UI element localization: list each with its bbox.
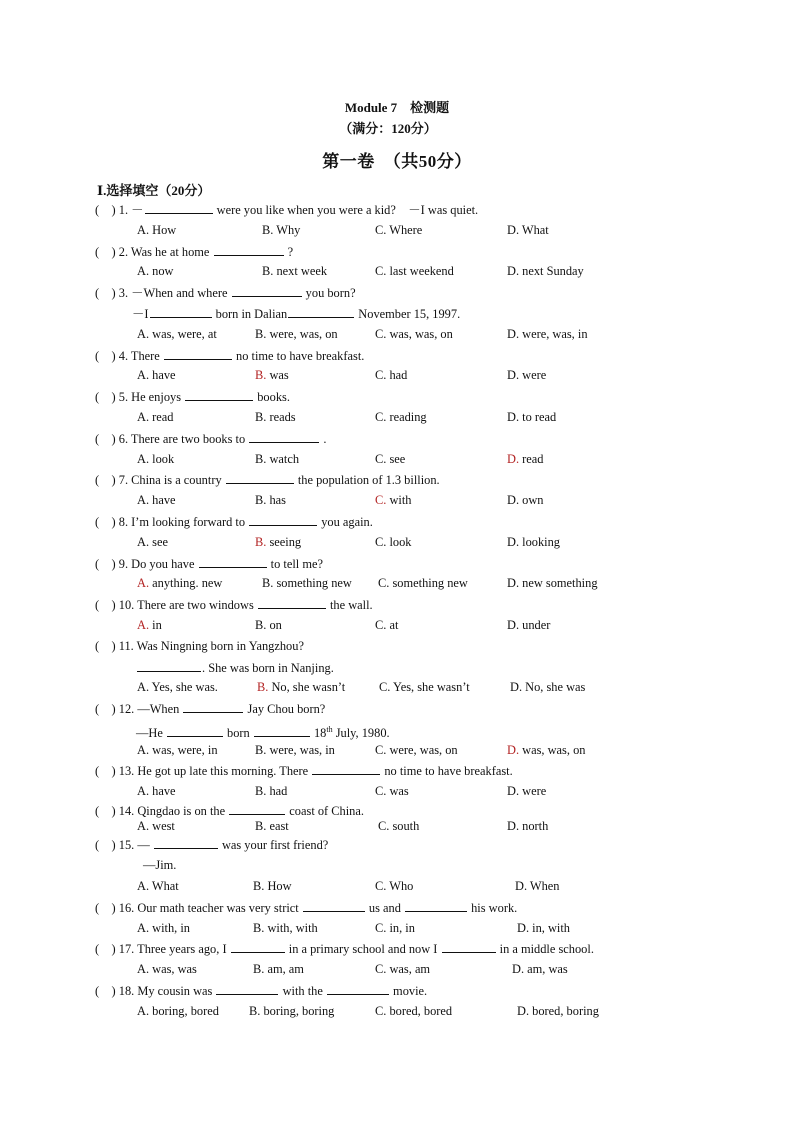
option-letter: A. [137,819,150,833]
option-letter: A. [137,921,150,935]
answer-blank[interactable] [327,983,389,995]
answer-option[interactable]: A. west [137,819,175,833]
answer-blank[interactable] [150,306,212,318]
answer-option[interactable]: B. How [253,879,292,893]
option-letter: C. [375,618,387,632]
answer-blank[interactable] [154,837,218,849]
option-letter: B. [255,410,267,424]
option-letter: B. [257,680,269,694]
answer-option[interactable]: D. was, was, on [507,743,586,757]
answer-blank[interactable] [183,701,243,713]
question-number: 13. [118,764,138,778]
option-letter: D. [507,784,520,798]
option-letter: D. [515,879,528,893]
option-letter: A. [137,680,150,694]
question-number: 6. [118,432,131,446]
answer-option[interactable]: A. boring, bored [137,1004,219,1018]
answer-option[interactable]: D. in, with [517,921,571,935]
option-letter: C. [375,264,387,278]
answer-blank[interactable] [216,983,278,995]
option-letter: D. [507,410,520,424]
answer-option[interactable]: B. seeing [255,535,302,549]
question-stem: ( ) 7. China is a country the population of 1.3 billion. [95,473,440,487]
option-letter: A. [137,410,150,424]
answer-option[interactable]: D. When [515,879,560,893]
question-number: 1. [118,203,132,217]
answer-option[interactable]: B. on [255,618,282,632]
answer-option[interactable]: A. Yes, she was. [137,680,218,694]
question-number: 18. [118,984,138,998]
option-letter: D. [507,576,520,590]
option-letter: B. [253,879,265,893]
option-letter: D. [507,452,520,466]
answer-option[interactable]: B. am, am [253,962,304,976]
option-letter: C. [375,223,387,237]
answer-option[interactable]: B. with, with [253,921,318,935]
answer-option[interactable]: A. look [137,452,175,466]
option-letter: A. [137,223,150,237]
question-number: 14. [118,804,138,818]
question-number: 8. [118,515,132,529]
option-letter: D. [517,921,530,935]
answer-option[interactable]: A. in [137,618,162,632]
option-letter: C. [375,410,387,424]
option-letter: A. [137,264,150,278]
option-letter: C. [375,962,387,976]
option-letter: B. [262,576,274,590]
question-stem: ( ) 11. Was Ningning born in Yangzhou? [95,639,304,653]
option-letter: D. [507,223,520,237]
answer-option[interactable]: A. have [137,493,176,507]
answer-option[interactable]: C. look [375,535,412,549]
answer-blank[interactable] [312,763,380,775]
question-stem: ( ) 13. He got up late this morning. There no time to have breakfast. [95,764,513,778]
answer-option[interactable]: C. see [375,452,406,466]
question-stem: ( ) 6. There are two books to . [95,432,327,446]
answer-option[interactable]: D. were [507,368,547,382]
option-letter: D. [507,535,520,549]
option-letter: B. [262,223,274,237]
answer-option[interactable]: C. with [375,493,412,507]
answer-blank[interactable] [254,725,310,737]
question-stem: ( ) 2. Was he at home ? [95,245,294,259]
answer-bracket[interactable]: ( ) [95,349,119,363]
question-number: 9. [118,557,132,571]
answer-option[interactable]: C. in, in [375,921,415,935]
answer-blank[interactable] [145,202,213,214]
option-letter: C. [375,452,387,466]
answer-bracket[interactable]: ( ) [95,702,119,716]
option-letter: C. [379,680,391,694]
answer-option[interactable]: A. now [137,264,174,278]
answer-option[interactable]: C. something new [378,576,468,590]
answer-option[interactable]: D. new something [507,576,598,590]
question-number: 7. [118,473,132,487]
answer-option[interactable]: B. were, was, on [255,327,338,341]
answer-option[interactable]: D. looking [507,535,561,549]
option-letter: C. [375,535,387,549]
answer-option[interactable]: D. were, was, in [507,327,588,341]
question-number: 12. [118,702,138,716]
answer-bracket[interactable]: ( ) [95,598,119,612]
answer-option[interactable]: B. was [255,368,289,382]
answer-option[interactable]: B. reads [255,410,296,424]
answer-option[interactable]: B. No, she wasn’t [257,680,346,694]
score-note: （满分：120分） [339,121,437,136]
question-number: 15. [118,838,138,852]
option-letter: C. [375,493,387,507]
part-heading: 第一卷 （共50分） [322,152,472,171]
option-letter: B. [262,264,274,278]
answer-bracket[interactable]: ( ) [95,639,119,653]
answer-bracket[interactable]: ( ) [95,286,119,300]
option-letter: D. [517,1004,530,1018]
answer-option[interactable]: C. reading [375,410,427,424]
answer-option[interactable]: D. bored, boring [517,1004,599,1018]
answer-option[interactable]: C. were, was, on [375,743,458,757]
answer-option[interactable]: B. has [255,493,286,507]
answer-option[interactable]: A. have [137,784,176,798]
option-letter: C. [375,743,387,757]
option-letter: D. [507,743,520,757]
answer-option[interactable]: C. was [375,784,409,798]
answer-option[interactable]: A. was, were, at [137,327,217,341]
option-letter: C. [375,921,387,935]
option-letter: C. [375,327,387,341]
option-letter: B. [255,784,267,798]
option-letter: B. [255,819,267,833]
answer-option[interactable]: C. Who [375,879,414,893]
option-letter: C. [375,1004,387,1018]
answer-option[interactable]: D. am, was [512,962,568,976]
answer-bracket[interactable]: ( ) [95,515,119,529]
answer-bracket[interactable]: ( ) [95,203,119,217]
answer-bracket[interactable]: ( ) [95,838,119,852]
option-letter: A. [137,879,150,893]
question-line-2: —Jim. [143,858,177,872]
option-letter: C. [378,576,390,590]
answer-blank[interactable] [214,244,284,256]
answer-option[interactable]: D. next Sunday [507,264,584,278]
answer-blank[interactable] [288,306,354,318]
option-letter: A. [137,368,150,382]
question-number: 11. [118,639,137,653]
option-letter: D. [507,819,520,833]
option-letter: B. [253,962,265,976]
answer-option[interactable]: D. were [507,784,547,798]
option-letter: D. [512,962,525,976]
question-number: 2. [118,245,131,259]
answer-blank[interactable] [303,900,365,912]
option-letter: C. [375,368,387,382]
option-letter: D. [507,368,520,382]
option-letter: C. [375,879,387,893]
answer-blank[interactable] [442,941,496,953]
option-letter: A. [137,535,150,549]
question-stem: ( ) 17. Three years ago, I in a primary school and now I in a middle school. [95,942,594,956]
answer-option[interactable]: C. was, am [375,962,431,976]
answer-option[interactable]: A. see [137,535,168,549]
answer-option[interactable]: B. boring, boring [249,1004,335,1018]
question-stem: ( ) 18. My cousin was with the movie. [95,984,428,998]
question-number: 4. [118,349,131,363]
option-letter: D. [507,327,520,341]
answer-option[interactable]: A. was, was [137,962,197,976]
question-line-2: . She was born in Nanjing. [136,660,334,676]
answer-blank[interactable] [167,725,223,737]
answer-bracket[interactable]: ( ) [95,764,119,778]
option-letter: C. [375,784,387,798]
answer-option[interactable]: B. east [255,819,289,833]
question-stem: ( ) 14. Qingdao is on the coast of China. [95,804,364,818]
answer-option[interactable]: D. to read [507,410,557,424]
answer-option[interactable]: A. have [137,368,176,382]
answer-bracket[interactable]: ( ) [95,245,119,259]
question-stem: ( ) 3. －When and where you born? [95,286,356,300]
section-heading: Ⅰ.选择填空（20分） [97,183,211,198]
option-letter: B. [255,618,267,632]
option-letter: B. [255,743,267,757]
option-letter: D. [507,264,520,278]
answer-blank[interactable] [185,389,253,401]
answer-blank[interactable] [232,285,302,297]
answer-blank[interactable] [164,348,232,360]
question-stem: ( ) 4. There no time to have breakfast. [95,349,365,363]
question-line-2: －I born in Dalian November 15, 1997. [132,307,461,321]
answer-blank[interactable] [226,472,294,484]
question-number: 3. [118,286,132,300]
question-stem: ( ) 5. He enjoys books. [95,390,290,404]
answer-blank[interactable] [231,941,285,953]
answer-blank[interactable] [229,803,285,815]
answer-option[interactable]: C. bored, bored [375,1004,453,1018]
option-letter: B. [249,1004,261,1018]
answer-option[interactable]: A. How [137,223,177,237]
question-line-2: —He born 18th July, 1980. [136,725,390,741]
option-letter: B. [255,327,267,341]
answer-option[interactable]: C. Yes, she wasn’t [379,680,470,694]
option-letter: A. [137,452,150,466]
question-stem: ( ) 10. There are two windows the wall. [95,598,373,612]
answer-option[interactable]: B. watch [255,452,300,466]
answer-option[interactable]: C. had [375,368,408,382]
answer-option[interactable]: D. No, she was [510,680,586,694]
answer-option[interactable]: A. anything. new [137,576,223,590]
answer-blank[interactable] [249,431,319,443]
question-stem: ( ) 15. — was your first friend? [95,838,329,852]
question-stem: ( ) 8. I’m looking forward to you again. [95,515,373,529]
answer-option[interactable]: A. with, in [137,921,191,935]
answer-option[interactable]: B. Why [262,223,301,237]
answer-blank[interactable] [258,597,326,609]
answer-option[interactable]: B. were, was, in [255,743,335,757]
option-letter: D. [510,680,523,694]
question-number: 10. [118,598,138,612]
answer-option[interactable]: B. something new [262,576,352,590]
answer-option[interactable]: D. own [507,493,544,507]
question-stem: ( ) 1. － were you like when you were a kid? －I was quiet. [95,203,479,217]
answer-bracket[interactable]: ( ) [95,804,119,818]
answer-blank[interactable] [249,514,317,526]
answer-option[interactable]: D. What [507,223,549,237]
answer-option[interactable]: C. last weekend [375,264,454,278]
answer-option[interactable]: D. read [507,452,544,466]
option-letter: A. [137,576,150,590]
question-stem: ( ) 12. —When Jay Chou born? [95,702,326,716]
option-letter: B. [255,368,267,382]
answer-option[interactable]: A. What [137,879,179,893]
answer-bracket[interactable]: ( ) [95,942,119,956]
answer-bracket[interactable]: ( ) [95,390,119,404]
option-letter: A. [137,493,150,507]
answer-bracket[interactable]: ( ) [95,473,119,487]
answer-option[interactable]: C. was, was, on [375,327,453,341]
question-stem: ( ) 16. Our math teacher was very strict us and his work. [95,901,518,915]
ordinal-suffix: th [326,725,333,734]
answer-option[interactable]: C. south [378,819,420,833]
answer-option[interactable]: D. north [507,819,549,833]
question-stem: ( ) 9. Do you have to tell me? [95,557,323,571]
answer-blank[interactable] [137,660,201,672]
option-letter: B. [253,921,265,935]
answer-option[interactable]: B. had [255,784,288,798]
question-number: 17. [118,942,138,956]
option-letter: A. [137,327,150,341]
option-letter: C. [378,819,390,833]
option-letter: A. [137,743,150,757]
answer-option[interactable]: A. was, were, in [137,743,218,757]
option-letter: D. [507,618,520,632]
answer-bracket[interactable]: ( ) [95,901,119,915]
option-letter: A. [137,1004,150,1018]
question-number: 5. [118,390,132,404]
question-number: 16. [118,901,138,915]
answer-blank[interactable] [199,556,267,568]
answer-option[interactable]: D. under [507,618,551,632]
answer-option[interactable]: C. at [375,618,399,632]
page-title: Module 7 检测题 [344,100,450,115]
answer-option[interactable]: A. read [137,410,174,424]
option-letter: A. [137,618,150,632]
option-letter: A. [137,962,150,976]
answer-bracket[interactable]: ( ) [95,557,119,571]
option-letter: A. [137,784,150,798]
option-letter: B. [255,493,267,507]
answer-blank[interactable] [405,900,467,912]
option-letter: D. [507,493,520,507]
answer-option[interactable]: C. Where [375,223,423,237]
option-letter: B. [255,535,267,549]
answer-option[interactable]: B. next week [262,264,328,278]
option-letter: B. [255,452,267,466]
answer-bracket[interactable]: ( ) [95,984,119,998]
answer-bracket[interactable]: ( ) [95,432,119,446]
